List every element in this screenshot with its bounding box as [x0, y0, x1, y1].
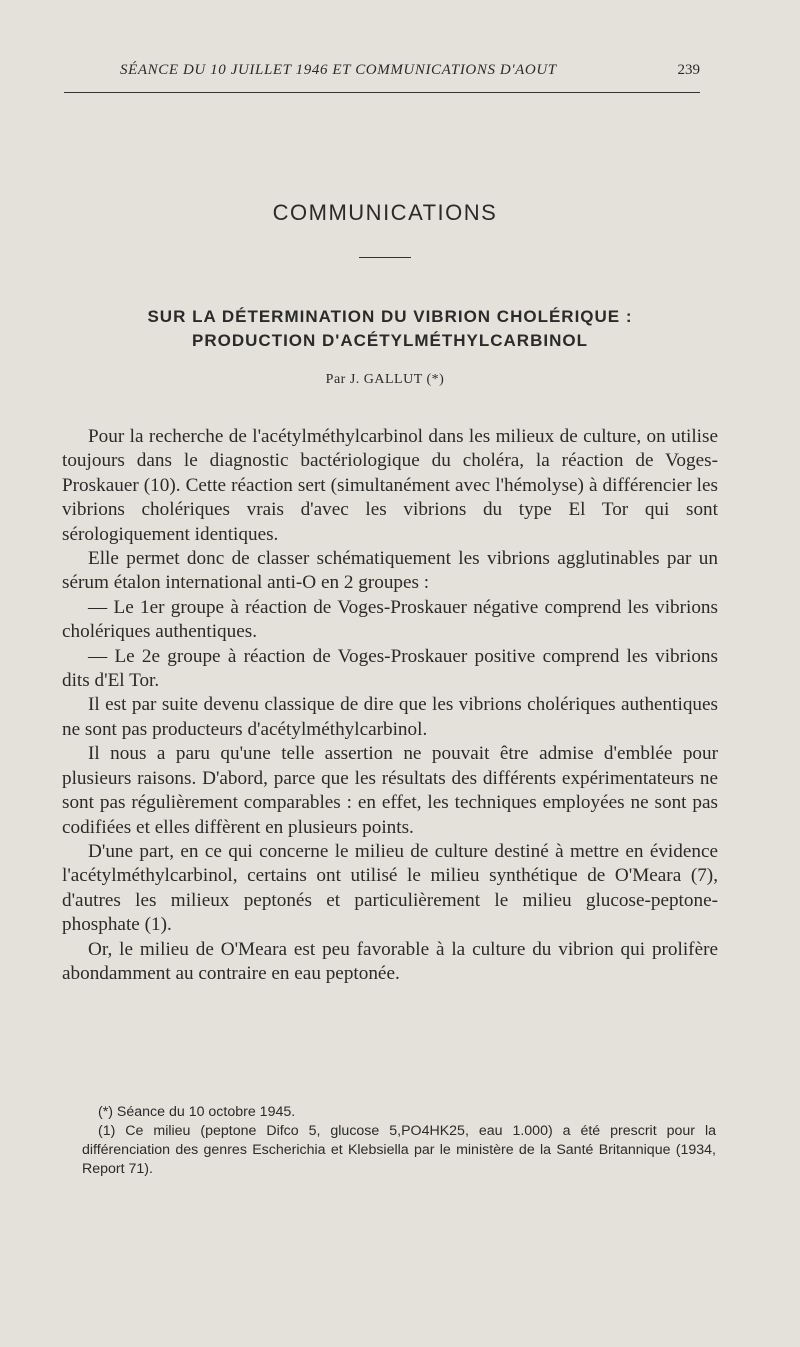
paragraph: Il est par suite devenu classique de dire que les vibrions cholériques authentiques ne sont pas producteurs d'acétylméthylcarbinol. — [62, 694, 718, 740]
footnotes — [82, 1103, 716, 1179]
paragraph: — Le 1er groupe à réaction de Voges-Proskauer négative comprend les vibrions cholériques authentiques. — [62, 596, 718, 643]
paragraph: Pour la recherche de l'acétylméthylcarbinol dans les milieux de culture, on utilise toujours dans le diagnostic bactériologique du choléra, la réaction de Voges-Proskauer (10). Cette réaction sert (simultanément avec l'hémolyse) à différencier les vibrions cholériques vrais d'avec les vibrions du type El Tor qui sont sérologiquement identiques. — [62, 426, 718, 545]
paragraph: Il nous a paru qu'une telle assertion ne pouvait être admise d'emblée pour plusieurs raisons. D'abord, parce que les résultats des différents expérimentateurs ne sont pas régulièrement comparables : en effet, les techniques employées ne sont pas codifiées et elles diffèrent en plusieurs points. — [62, 743, 718, 838]
paragraph: — Le 2e groupe à réaction de Voges-Proskauer positive comprend les vibrions dits d'El Tor. — [62, 645, 718, 692]
article-body — [62, 425, 718, 986]
paragraph: Or, le milieu de O'Meara est peu favorable à la culture du vibrion qui prolifère abondamment au contraire en eau peptonée. — [62, 938, 718, 984]
footnote: (*) Séance du 10 octobre 1945. — [98, 1104, 296, 1120]
paragraph: Elle permet donc de classer schématiquement les vibrions agglutinables par un sérum étalon international anti-O en 2 groupes : — [62, 548, 718, 594]
paragraph: D'une part, en ce qui concerne le milieu de culture destiné à mettre en évidence l'acétylméthylcarbinol, certains ont utilisé le milieu synthétique de O'Meara (7), d'autres les milieux peptonés et particulièrement le milieu glucose-peptone-phosphate (1). — [62, 840, 718, 936]
article-title — [80, 305, 700, 353]
article-title-line-1: SUR LA DÉTERMINATION DU VIBRION CHOLÉRIQUE : — [147, 307, 633, 326]
page-number: 239 — [677, 62, 700, 78]
title-rule — [359, 257, 411, 258]
footnote: (1) Ce milieu (peptone Difco 5, glucose 5,PO4HK25, eau 1.000) a été prescrit pour la différenciation des genres Escherichia et Klebsiella par le ministère de la Santé Britannique (1934, Report 71). — [82, 1123, 716, 1177]
page-header — [64, 62, 700, 93]
section-title: COMMUNICATIONS — [272, 200, 498, 225]
article-title-line-2: PRODUCTION D'ACÉTYLMÉTHYLCARBINOL — [192, 331, 588, 350]
running-head: SÉANCE DU 10 JUILLET 1946 ET COMMUNICATIONS D'AOUT — [120, 62, 557, 78]
byline: Par J. GALLUT (*) — [325, 372, 445, 387]
